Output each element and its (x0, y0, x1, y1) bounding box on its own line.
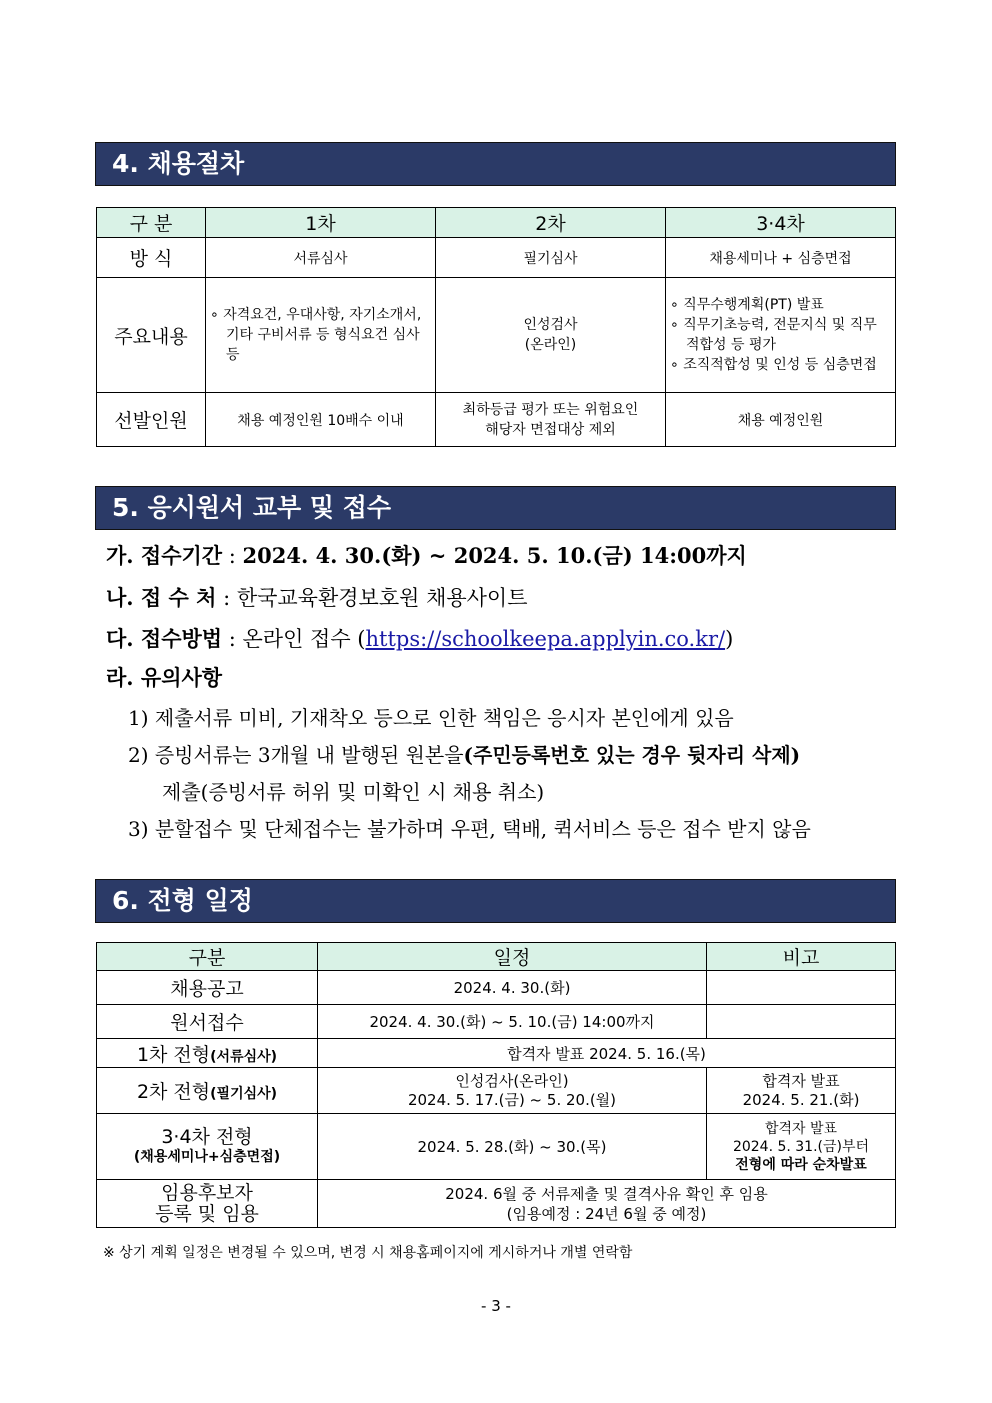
table-row (97, 971, 896, 1005)
item-value: 온라인 접수 ( (242, 627, 366, 651)
row-label-sub: (서류심사) (210, 1048, 278, 1065)
note-cell (707, 1114, 896, 1180)
header-cell: 구 분 (97, 208, 206, 238)
cell-line: 2024. 5. 21.(화) (742, 1090, 860, 1109)
precaution-text: 2) 증빙서류는 3개월 내 발행된 원본을 (128, 743, 464, 767)
cell: 채용 예정인원 (666, 393, 896, 447)
row-label: 주요내용 (97, 278, 206, 393)
row-label (97, 1039, 318, 1068)
table-row (97, 1114, 896, 1180)
note-cell (707, 1068, 896, 1114)
schedule-cell: 2024. 5. 28.(화) ~ 30.(목) (318, 1114, 707, 1180)
precaution-1: 1) 제출서류 미비, 기재착오 등으로 인한 책임은 응시자 본인에게 있음 (128, 706, 734, 730)
cell-line: 해당자 면접대상 제외 (485, 421, 616, 438)
cell-line: 합격자 발표 (762, 1071, 840, 1090)
header-cell: 일정 (318, 943, 707, 971)
schedule-cell: 합격자 발표 2024. 5. 16.(목) (318, 1039, 896, 1068)
item-label: 나. 접 수 처 (106, 585, 217, 610)
cell (436, 278, 666, 393)
bullet-line: ∘ 직무기초능력, 전문지식 및 직무 적합성 등 평가 (670, 317, 877, 353)
table-row (97, 1180, 896, 1228)
note-cell (707, 1005, 896, 1039)
header-cell: 1차 (206, 208, 436, 238)
cell: 필기심사 (436, 238, 666, 278)
cell-line: 최하등급 평가 또는 위험요인 (462, 401, 639, 418)
row-label (97, 1180, 318, 1228)
table-row (97, 393, 896, 447)
item-value: 한국교육환경보호원 채용사이트 (236, 586, 528, 610)
schedule-cell: 2024. 4. 30.(화) ~ 5. 10.(금) 14:00까지 (318, 1005, 707, 1039)
cell-line: 2024. 5. 17.(금) ~ 5. 20.(월) (407, 1090, 617, 1109)
cell (206, 278, 436, 393)
row-label (97, 1114, 318, 1180)
precaution-2-continued: 제출(증빙서류 허위 및 미확인 시 채용 취소) (162, 780, 545, 804)
row-label-main: 3·4차 전형 (161, 1125, 253, 1148)
item-label: 다. 접수방법 (106, 626, 223, 651)
page-number: - 3 - (481, 1297, 511, 1315)
table-header-row (97, 943, 896, 971)
table-row (97, 1068, 896, 1114)
schedule-footnote: ※ 상기 계획 일정은 변경될 수 있으며, 변경 시 채용홈페이지에 게시하거나 개별 연락함 (103, 1245, 633, 1261)
row-label: 채용공고 (97, 971, 318, 1005)
cell: 채용세미나 + 심층면접 (666, 238, 896, 278)
recruitment-site-link[interactable]: https://schoolkeepa.applyin.co.kr/ (365, 627, 726, 651)
bullet-line: ∘ 조직적합성 및 인성 등 심층면접 (670, 357, 877, 373)
application-place (106, 582, 528, 612)
row-label-main: 1차 전형 (136, 1043, 211, 1066)
schedule-table (96, 942, 896, 1228)
cell-line: (온라인) (524, 337, 577, 353)
item-separator: : (222, 544, 243, 568)
section-4-title: 4. 채용절차 (95, 142, 896, 186)
precautions-heading (106, 662, 222, 692)
item-label: 라. 유의사항 (106, 665, 223, 690)
note-cell (707, 971, 896, 1005)
section-5-title: 5. 응시원서 교부 및 접수 (95, 486, 896, 530)
header-cell: 2차 (436, 208, 666, 238)
cell: 채용 예정인원 10배수 이내 (206, 393, 436, 447)
bullet-line: ∘ 자격요건, 우대사항, 자기소개서, 기타 구비서류 등 형식요건 심사 등 (210, 307, 422, 363)
precaution-2 (128, 739, 800, 768)
table-row (97, 238, 896, 278)
cell-line: (임용예정 : 24년 6월 중 예정) (506, 1204, 707, 1223)
table-row (97, 1005, 896, 1039)
schedule-cell: 2024. 4. 30.(화) (318, 971, 707, 1005)
row-label: 방 식 (97, 238, 206, 278)
header-cell: 3·4차 (666, 208, 896, 238)
row-label-sub: (채용세미나+심층면접) (133, 1148, 281, 1165)
application-method (106, 623, 733, 653)
item-value-end: ) (725, 627, 734, 651)
item-value: 2024. 4. 30.(화) ~ 2024. 5. 10.(금) 14:00까지 (242, 543, 747, 568)
section-6-title: 6. 전형 일정 (95, 879, 896, 923)
precaution-3: 3) 분할접수 및 단체접수는 불가하며 우편, 택배, 퀵서비스 등은 접수 받지 않음 (128, 817, 811, 841)
cell-line: 2024. 6월 중 서류제출 및 결격사유 확인 후 임용 (445, 1184, 768, 1203)
precaution-emphasis: (주민등록번호 있는 경우 뒷자리 삭제) (463, 743, 801, 767)
cell-line: 인성검사(온라인) (455, 1071, 569, 1090)
table-row (97, 1039, 896, 1068)
table-header-row (97, 208, 896, 238)
row-label-main: 2차 전형 (136, 1081, 211, 1103)
cell-line-bold: 전형에 따라 순차발표 (735, 1156, 867, 1173)
row-label (97, 1068, 318, 1114)
application-period (106, 540, 747, 570)
row-label-line: 등록 및 임용 (155, 1202, 259, 1225)
row-label: 선발인원 (97, 393, 206, 447)
table-row (97, 278, 896, 393)
item-separator: : (222, 627, 243, 651)
row-label-line: 임용후보자 (161, 1181, 253, 1204)
bullet-line: ∘ 직무수행계획(PT) 발표 (670, 297, 824, 313)
recruitment-procedure-table (96, 207, 896, 447)
header-cell: 구분 (97, 943, 318, 971)
cell: 서류심사 (206, 238, 436, 278)
cell-line: 합격자 발표 (764, 1120, 838, 1137)
schedule-cell (318, 1180, 896, 1228)
cell (436, 393, 666, 447)
item-label: 가. 접수기간 (106, 543, 223, 568)
header-cell: 비고 (707, 943, 896, 971)
row-label-sub: (필기심사) (210, 1086, 278, 1102)
schedule-cell (318, 1068, 707, 1114)
item-separator: : (216, 586, 237, 610)
row-label: 원서접수 (97, 1005, 318, 1039)
cell (666, 278, 896, 393)
cell-line: 인성검사 (523, 317, 578, 333)
cell-line: 2024. 5. 31.(금)부터 (732, 1138, 870, 1155)
